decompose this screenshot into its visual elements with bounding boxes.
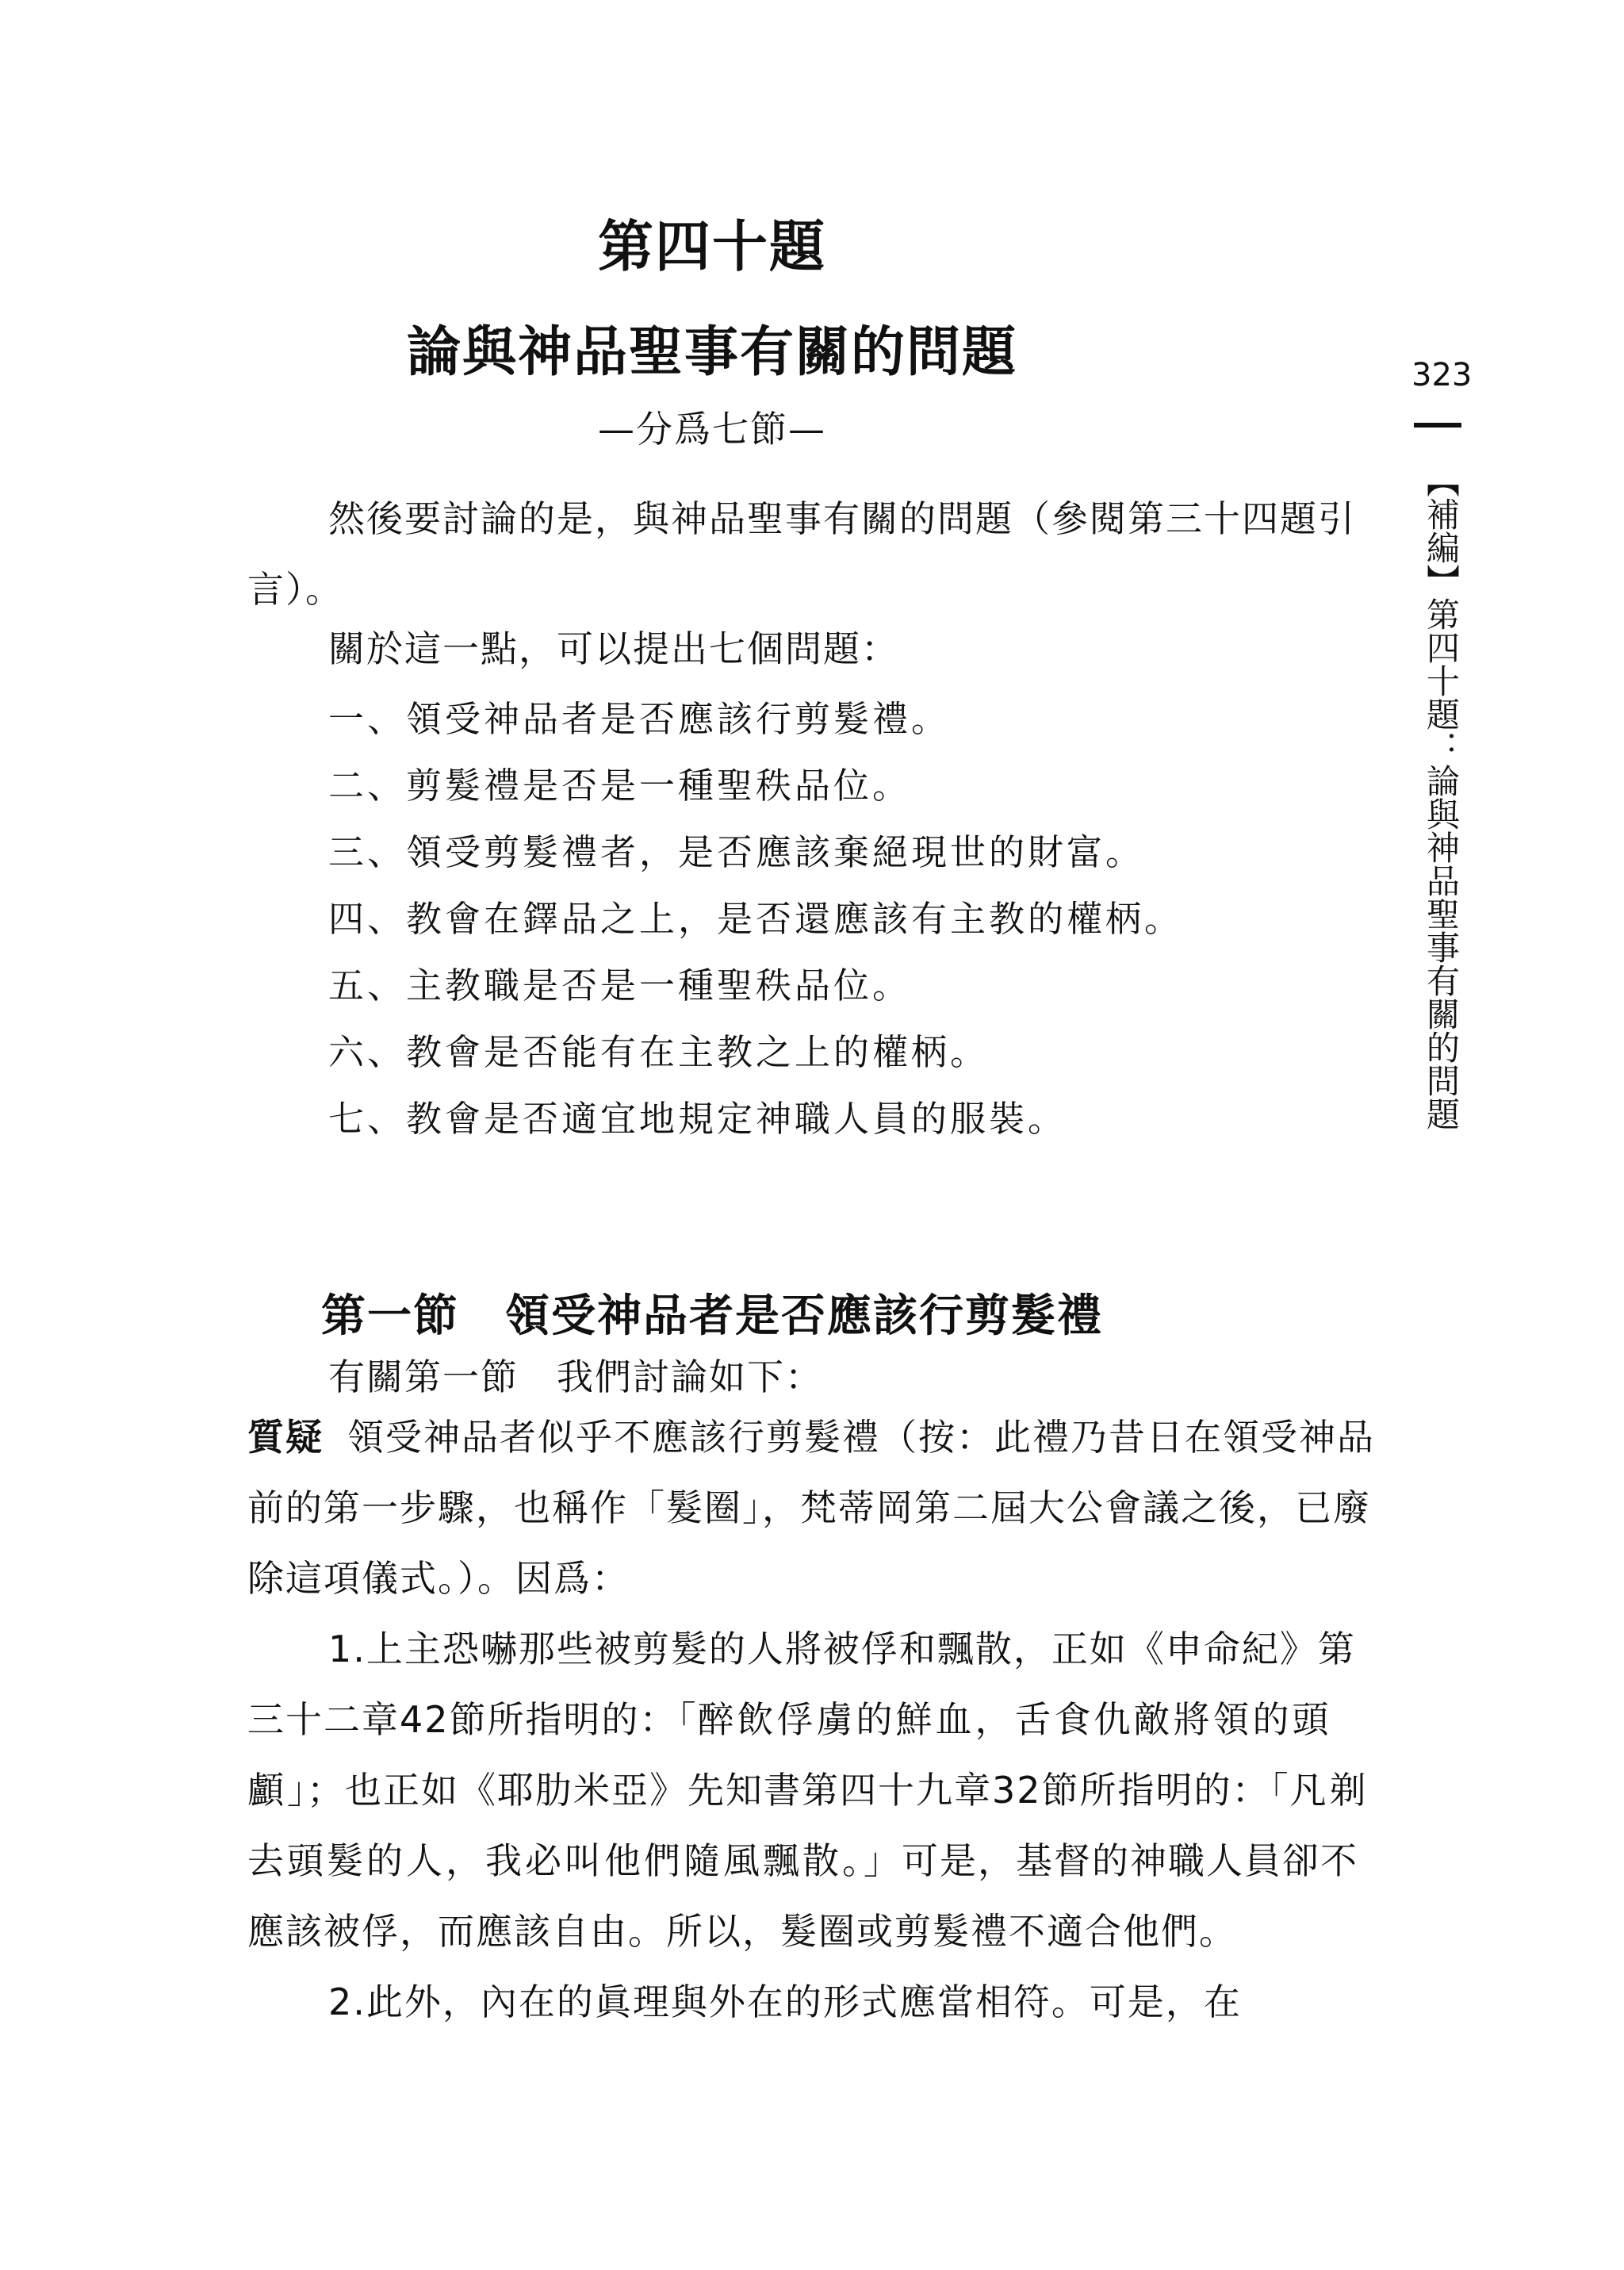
list-item: 一、領受神品者是否應該行剪髮禮。 — [328, 698, 951, 740]
objection-text: 領受神品者似乎不應該行剪髮禮（按：此禮乃昔日在領受神品前的第一步驟，也稱作「髮圈」，梵蒂岡第二屆大公會議之後，已廢除這項儀式。）。因爲： — [247, 1416, 1375, 1600]
point-2-paragraph: 2.此外，內在的眞理與外在的形式應當相符。可是，在 — [328, 1980, 1242, 2023]
objection-label: 質疑 — [247, 1416, 324, 1459]
lead-line: 關於這一點，可以提出七個問題： — [328, 627, 899, 670]
page-number: 323 — [1411, 357, 1473, 393]
question-subtitle: 論與神品聖事有關的問題 — [406, 321, 1017, 384]
list-item: 七、教會是否適宜地規定神職人員的服裝。 — [328, 1098, 1067, 1140]
intro-paragraph: 然後要討論的是，與神品聖事有關的問題（參閱第三十四題引言）。 — [247, 497, 1356, 611]
section-body — [247, 1402, 1375, 2038]
point-1-text-c: 」可是，基督的神職人員卻不應該被俘，而應該自由。所以，髮圈或剪髮禮不適合他們。 — [247, 1839, 1358, 1953]
list-item: 二、剪髮禮是否是一種聖秩品位。 — [328, 765, 912, 807]
question-title: 第四十題 — [598, 213, 826, 279]
division-note: —分爲七節— — [598, 408, 826, 451]
point-1-paragraph — [247, 1614, 1375, 1967]
list-item: 四、教會在鐸品之上，是否還應該有主教的權柄。 — [328, 898, 1184, 940]
quote-jeremiah: 凡剃去頭髮的人，我必叫他們隨風飄散。 — [247, 1769, 1369, 1882]
intro-block — [247, 484, 1375, 625]
objection-paragraph — [247, 1402, 1375, 1614]
running-header: 【補編】第四十題：論與神品聖事有關的問題 — [1422, 464, 1461, 1130]
section-intro: 有關第一節 我們討論如下： — [328, 1355, 823, 1398]
list-item: 三、領受剪髮禮者，是否應該棄絕現世的財富。 — [328, 831, 1145, 873]
question-list — [328, 686, 1183, 1152]
quote-deuteronomy: 醉飲俘虜的鮮血，舌食仇敵將領的頭顱 — [247, 1698, 1332, 1812]
point-1-text-a: 1.上主恐嚇那些被剪髮的人將被俘和飄散，正如《申命紀》第三十二章42節所指明的：「 — [247, 1628, 1356, 1741]
list-item: 五、主教職是否是一種聖秩品位。 — [328, 964, 912, 1007]
list-item: 六、教會是否能有在主教之上的權柄。 — [328, 1031, 990, 1073]
point-1-text-b: 」；也正如《耶肋米亞》先知書第四十九章32節所指明的：「 — [287, 1769, 1290, 1812]
section-title: 第一節 領受神品者是否應該行剪髮禮 — [321, 1290, 1103, 1342]
